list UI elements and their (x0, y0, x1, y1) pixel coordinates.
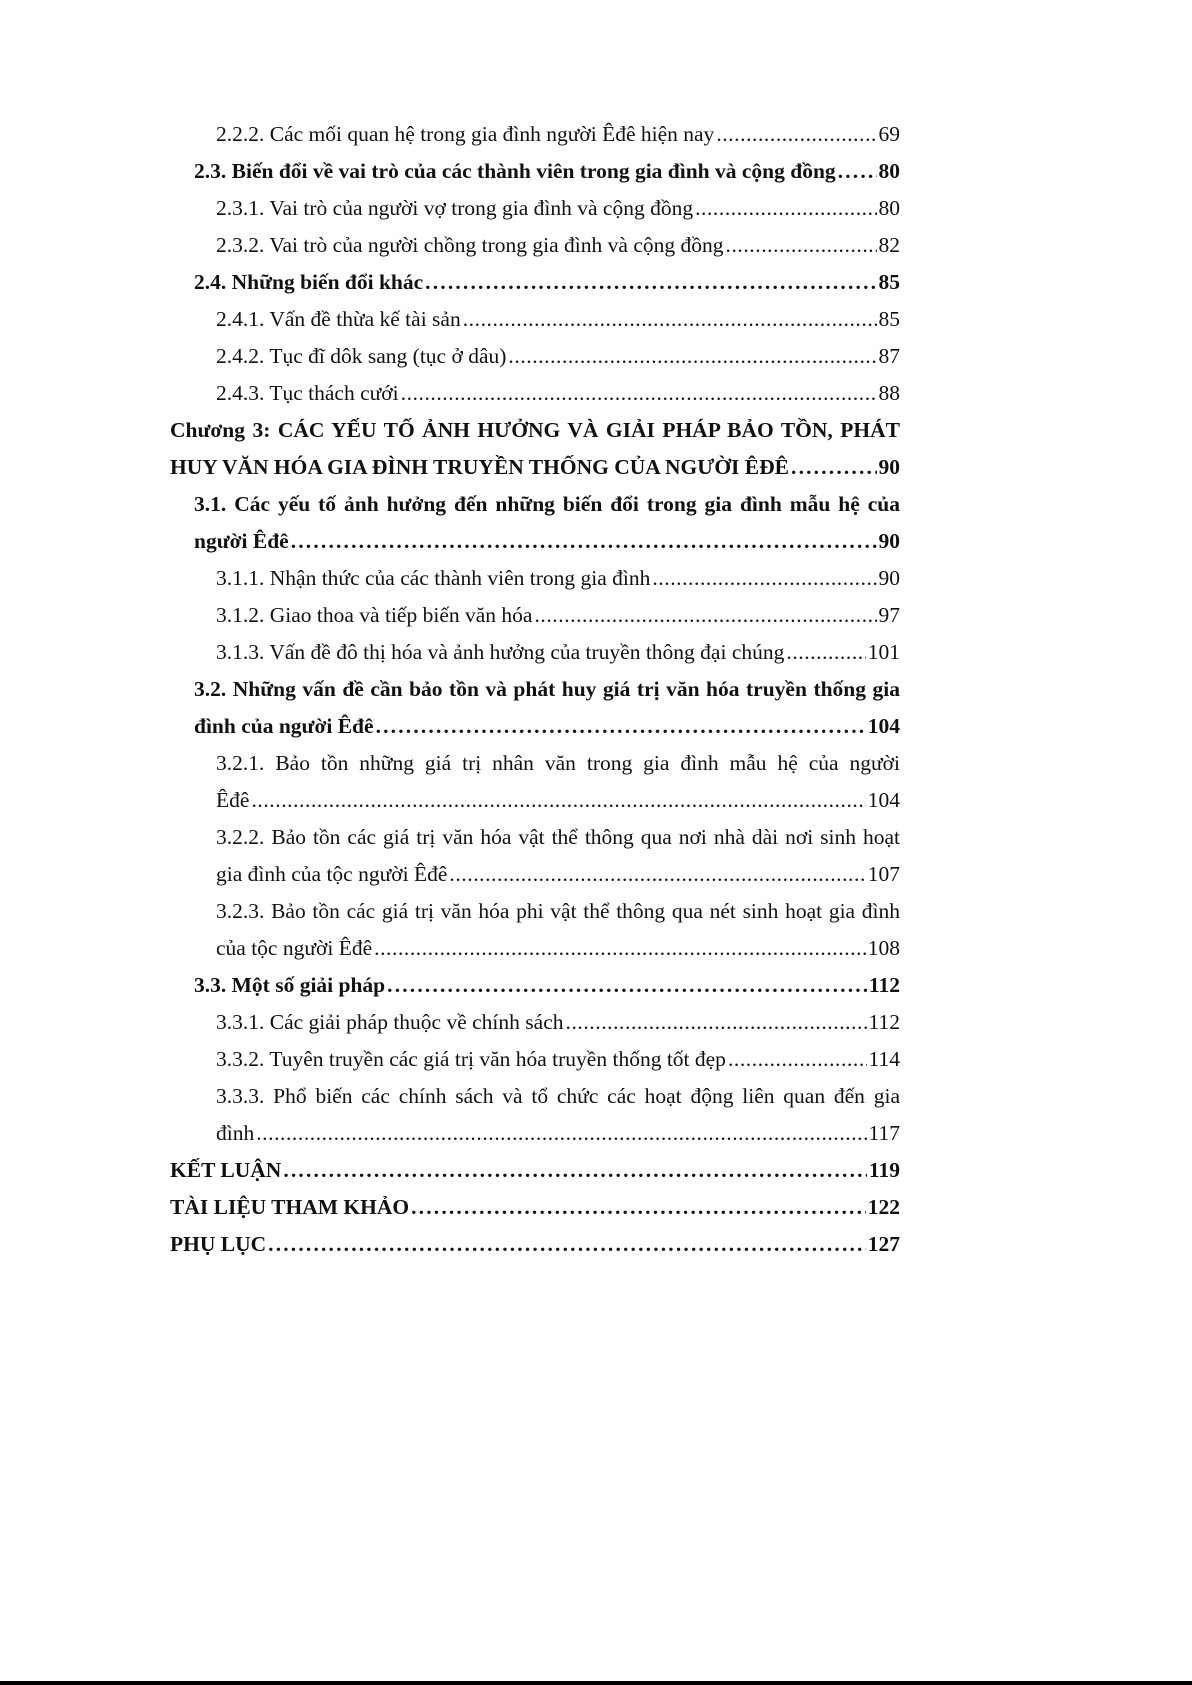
toc-entry-title: TÀI LIỆU THAM KHẢO (170, 1195, 410, 1219)
toc-leader-dots (291, 523, 877, 560)
toc-entry-title-line1: 3.2.2. Bảo tồn các giá trị văn hóa vật thể thông qua nơi nhà dài nơi sinh hoạt (216, 825, 900, 849)
toc-entry-title-line1: 3.2.1. Bảo tồn những giá trị nhân văn trong gia đình mẫu hệ của người (216, 751, 900, 775)
toc-entry[interactable] (170, 375, 900, 412)
toc-chapter-entry[interactable] (170, 412, 900, 486)
toc-page-number: 97 (878, 603, 900, 627)
toc-entry[interactable] (170, 264, 900, 301)
toc-page-number: 87 (878, 344, 900, 368)
toc-leader-dots (726, 227, 877, 264)
toc-entry-title-line1: Chương 3: CÁC YẾU TỐ ẢNH HƯỞNG VÀ GIẢI PHÁP BẢO TỒN, PHÁT (170, 418, 900, 442)
toc-entry[interactable] (170, 116, 900, 153)
toc-leader-dots (786, 634, 865, 671)
toc-page-number: 127 (867, 1232, 900, 1256)
toc-entry-title-line2: đình (216, 1121, 255, 1145)
toc-entry[interactable] (170, 1078, 900, 1152)
toc-page-number: 69 (878, 122, 900, 146)
toc-entry-title-line2: Êđê (216, 788, 250, 812)
toc-leader-dots (463, 301, 877, 338)
toc-entry[interactable] (170, 338, 900, 375)
toc-leader-dots (374, 930, 866, 967)
toc-entry-title: 2.4.1. Vấn đề thừa kế tài sản (216, 307, 461, 331)
toc-leader-dots (425, 264, 876, 301)
toc-leader-dots (411, 1189, 866, 1226)
toc-entry-title: KẾT LUẬN (170, 1158, 282, 1182)
toc-leader-dots (508, 338, 876, 375)
toc-entry-title-line2: gia đình của tộc người Êđê (216, 862, 448, 886)
toc-page-number: 80 (878, 196, 900, 220)
toc-entry-title: 2.4.3. Tục thách cưới (216, 381, 399, 405)
toc-entry[interactable] (170, 1152, 900, 1189)
toc-entry-title-line2: người Êđê (194, 529, 289, 553)
toc-entry-title: 2.4. Những biến đổi khác (194, 270, 424, 294)
toc-entry[interactable] (170, 893, 900, 967)
toc-entry[interactable] (170, 671, 900, 745)
toc-entry[interactable] (170, 301, 900, 338)
toc-page-number: 119 (868, 1158, 900, 1182)
toc-entry[interactable] (170, 967, 900, 1004)
toc-entry[interactable] (170, 1226, 900, 1263)
toc-page-number: 117 (868, 1121, 900, 1145)
toc-entry-title-line1: 3.1. Các yếu tố ảnh hưởng đến những biến đổi trong gia đình mẫu hệ của (194, 492, 900, 516)
toc-entry-title: 3.3.1. Các giải pháp thuộc về chính sách (216, 1010, 564, 1034)
toc-entry-title: 2.3.1. Vai trò của người vợ trong gia đình và cộng đồng (216, 196, 694, 220)
toc-entry[interactable] (170, 597, 900, 634)
toc-leader-dots (728, 1041, 867, 1078)
toc-entry[interactable] (170, 745, 900, 819)
toc-leader-dots (376, 708, 866, 745)
toc-page-number: 90 (878, 455, 900, 479)
toc-entry-title: 3.3. Một số giải pháp (194, 973, 386, 997)
toc-entry-title-line1: 3.3.3. Phổ biến các chính sách và tổ chức các hoạt động liên quan đến gia (216, 1084, 900, 1108)
toc-leader-dots (449, 856, 865, 893)
toc-leader-dots (566, 1004, 867, 1041)
toc-entry-title: 3.1.3. Vấn đề đô thị hóa và ảnh hưởng của truyền thông đại chúng (216, 640, 785, 664)
toc-leader-dots (534, 597, 876, 634)
toc-page-number: 80 (878, 159, 900, 183)
toc-leader-dots (268, 1226, 866, 1263)
toc-entry[interactable] (170, 634, 900, 671)
toc-leader-dots (387, 967, 867, 1004)
toc-leader-dots (256, 1115, 866, 1152)
toc-page-number: 122 (867, 1195, 900, 1219)
toc-entry-title-line1: 3.2. Những vấn đề cần bảo tồn và phát huy giá trị văn hóa truyền thống gia (194, 677, 900, 701)
toc-page-number: 112 (868, 1010, 900, 1034)
toc-entry-title-line2: của tộc người Êđê (216, 936, 373, 960)
toc-leader-dots (283, 1152, 867, 1189)
toc-page-number: 112 (868, 973, 900, 997)
toc-page-number: 114 (868, 1047, 900, 1071)
toc-entry[interactable] (170, 819, 900, 893)
toc-entry-title-line2: HUY VĂN HÓA GIA ĐÌNH TRUYỀN THỐNG CỦA NGƯỜI ÊĐÊ (170, 455, 790, 479)
toc-leader-dots (251, 782, 865, 819)
toc-page-number: 85 (878, 270, 900, 294)
toc-entry-title: 2.4.2. Tục đĩ dôk sang (tục ở dâu) (216, 344, 507, 368)
toc-page-number: 90 (878, 566, 900, 590)
toc-page-number: 85 (878, 307, 900, 331)
toc-page-number: 90 (878, 529, 900, 553)
toc-page-number: 107 (867, 862, 900, 886)
toc-page-number: 104 (867, 788, 900, 812)
toc-entry[interactable] (170, 1004, 900, 1041)
toc-entry-title-line1: 3.2.3. Bảo tồn các giá trị văn hóa phi vật thể thông qua nét sinh hoạt gia đình (216, 899, 900, 923)
toc-entry[interactable] (170, 227, 900, 264)
toc-leader-dots (716, 116, 876, 153)
toc-entry[interactable] (170, 1041, 900, 1078)
toc-leader-dots (791, 449, 876, 486)
toc-entry-title: 3.1.1. Nhận thức của các thành viên trong gia đình (216, 566, 651, 590)
toc-entry-title: 2.3. Biến đổi về vai trò của các thành viên trong gia đình và cộng đồng (194, 159, 836, 183)
toc-entry-title: PHỤ LỤC (170, 1232, 267, 1256)
toc-entry[interactable] (170, 486, 900, 560)
toc-leader-dots (652, 560, 876, 597)
table-of-contents (170, 116, 900, 1263)
toc-entry[interactable] (170, 190, 900, 227)
toc-entry-title: 2.3.2. Vai trò của người chồng trong gia đình và cộng đồng (216, 233, 724, 257)
toc-leader-dots (401, 375, 877, 412)
toc-leader-dots (695, 190, 876, 227)
bottom-edge-bar (0, 1681, 1192, 1685)
toc-entry-title: 3.1.2. Giao thoa và tiếp biến văn hóa (216, 603, 533, 627)
toc-page-number: 104 (867, 714, 900, 738)
toc-entry-title: 2.2.2. Các mối quan hệ trong gia đình người Êđê hiện nay (216, 122, 715, 146)
toc-page-number: 88 (878, 381, 900, 405)
toc-entry[interactable] (170, 1189, 900, 1226)
toc-page-number: 108 (867, 936, 900, 960)
toc-entry[interactable] (170, 153, 900, 190)
toc-entry[interactable] (170, 560, 900, 597)
toc-entry-title-line2: đình của người Êđê (194, 714, 374, 738)
toc-page-number: 82 (878, 233, 900, 257)
toc-entry-title: 3.3.2. Tuyên truyền các giá trị văn hóa truyền thống tốt đẹp (216, 1047, 726, 1071)
toc-leader-dots (838, 153, 877, 190)
toc-page-number: 101 (867, 640, 900, 664)
